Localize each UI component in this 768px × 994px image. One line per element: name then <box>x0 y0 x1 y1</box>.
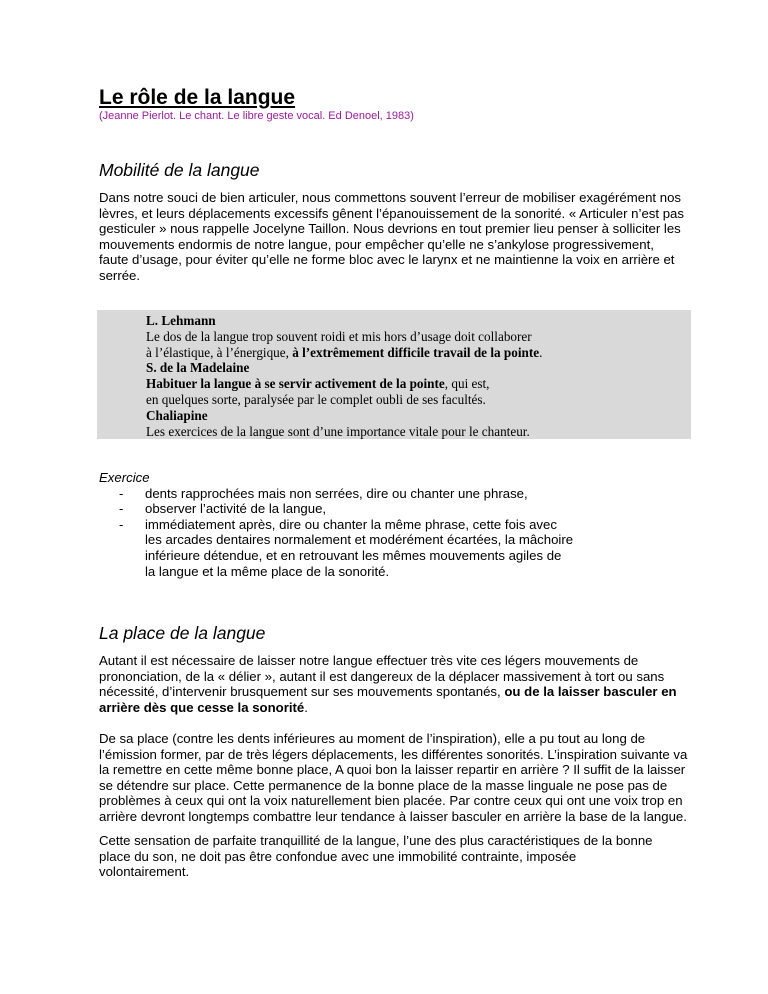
quote-text: Habituer la langue à se servir activement de la pointe, qui est, <box>146 376 490 392</box>
quote-text: à l’élastique, à l’énergique, à l’extrêmement difficile travail de la pointe. <box>146 344 543 360</box>
quote-author: L. Lehmann <box>146 313 216 328</box>
exercise-block <box>99 470 619 579</box>
quote-text: en quelques sorte, paralysée par le complet oubli de ses facultés. <box>146 391 486 407</box>
document-body <box>99 86 679 123</box>
exercise-list <box>99 486 619 580</box>
list-item: - observer l’activité de la langue, <box>119 501 327 517</box>
quote-author: S. de la Madelaine <box>146 360 250 376</box>
section-heading-place: La place de la langue <box>99 623 266 643</box>
quote-author: Chaliapine <box>146 407 208 423</box>
section-paragraph-place-1: Autant il est nécessaire de laisser notre langue effectuer très vite ces légers mouvements de prononciation, de la « délier », autant il est dangereux de la déplacer massivement à tort ou sans nécessité, d’intervenir brusquement sur ses mouvements spontanés, ou de la laisser basculer en arrière dès que cesse la sonorité. <box>99 653 677 715</box>
section-paragraph-mobilite: Dans notre souci de bien articuler, nous commettons souvent l’erreur de mobiliser exagérément nos lèvres, et leurs déplacements excessifs gênent l’épanouissement de la sonorité. « Articuler n’est pas gesticuler » nous rappelle Jocelyne Taillon. Nous devrions en tout premier lieu penser à solliciter les mouvements endormis de notre langue, pour empêcher qu’elle ne s’ankylose progressivement, faute d’usage, pour éviter qu’elle ne forme bloc avec le larynx et ne maintienne la voix en arrière et serrée. <box>99 190 684 283</box>
section-heading-mobilite: Mobilité de la langue <box>99 160 260 180</box>
document-title: Le rôle de la langue <box>99 86 296 109</box>
quote-block <box>97 310 691 439</box>
section-paragraph-place-3: Cette sensation de parfaite tranquillité de la langue, l’une des plus caractéristiques de la bonne place du son, ne doit pas être confondue avec une immobilité contrainte, imposée volontairement. <box>99 833 653 880</box>
section-paragraph-place-2: De sa place (contre les dents inférieures au moment de l’inspiration), elle a pu tout au long de l’émission former, par de très légers déplacements, les différentes sonorités. L’inspiration suivante va la remettre en cette même bonne place, A quoi bon la laisser repartir en arrière ? Il suffit de la laisser se détendre sur place. Cette permanence de la bonne place de la masse linguale ne pose pas de problèmes à ceux qui ont la voix naturellement bien placée. Par contre ceux qui ont une voix trop en arrière devront longtemps combattre leur tendance à laisser basculer en arrière la base de la langue. <box>99 731 688 824</box>
source-citation: (Jeanne Pierlot. Le chant. Le libre geste vocal. Ed Denoel, 1983) <box>99 110 414 122</box>
quote-text: Le dos de la langue trop souvent roidi et mis hors d’usage doit collaborer <box>146 328 532 344</box>
exercise-label: Exercice <box>99 470 150 485</box>
quote-text: Les exercices de la langue sont d’une importance vitale pour le chanteur. <box>146 423 530 439</box>
list-item: - dents rapprochées mais non serrées, dire ou chanter une phrase, <box>119 485 528 501</box>
list-item: - immédiatement après, dire ou chanter la même phrase, cette fois avec les arcades dentaires normalement et modérément écartées, la mâchoire inférieure détendue, et en retrouvant les mêmes mouvements agiles de la langue et la même place de la sonorité. <box>119 516 574 579</box>
